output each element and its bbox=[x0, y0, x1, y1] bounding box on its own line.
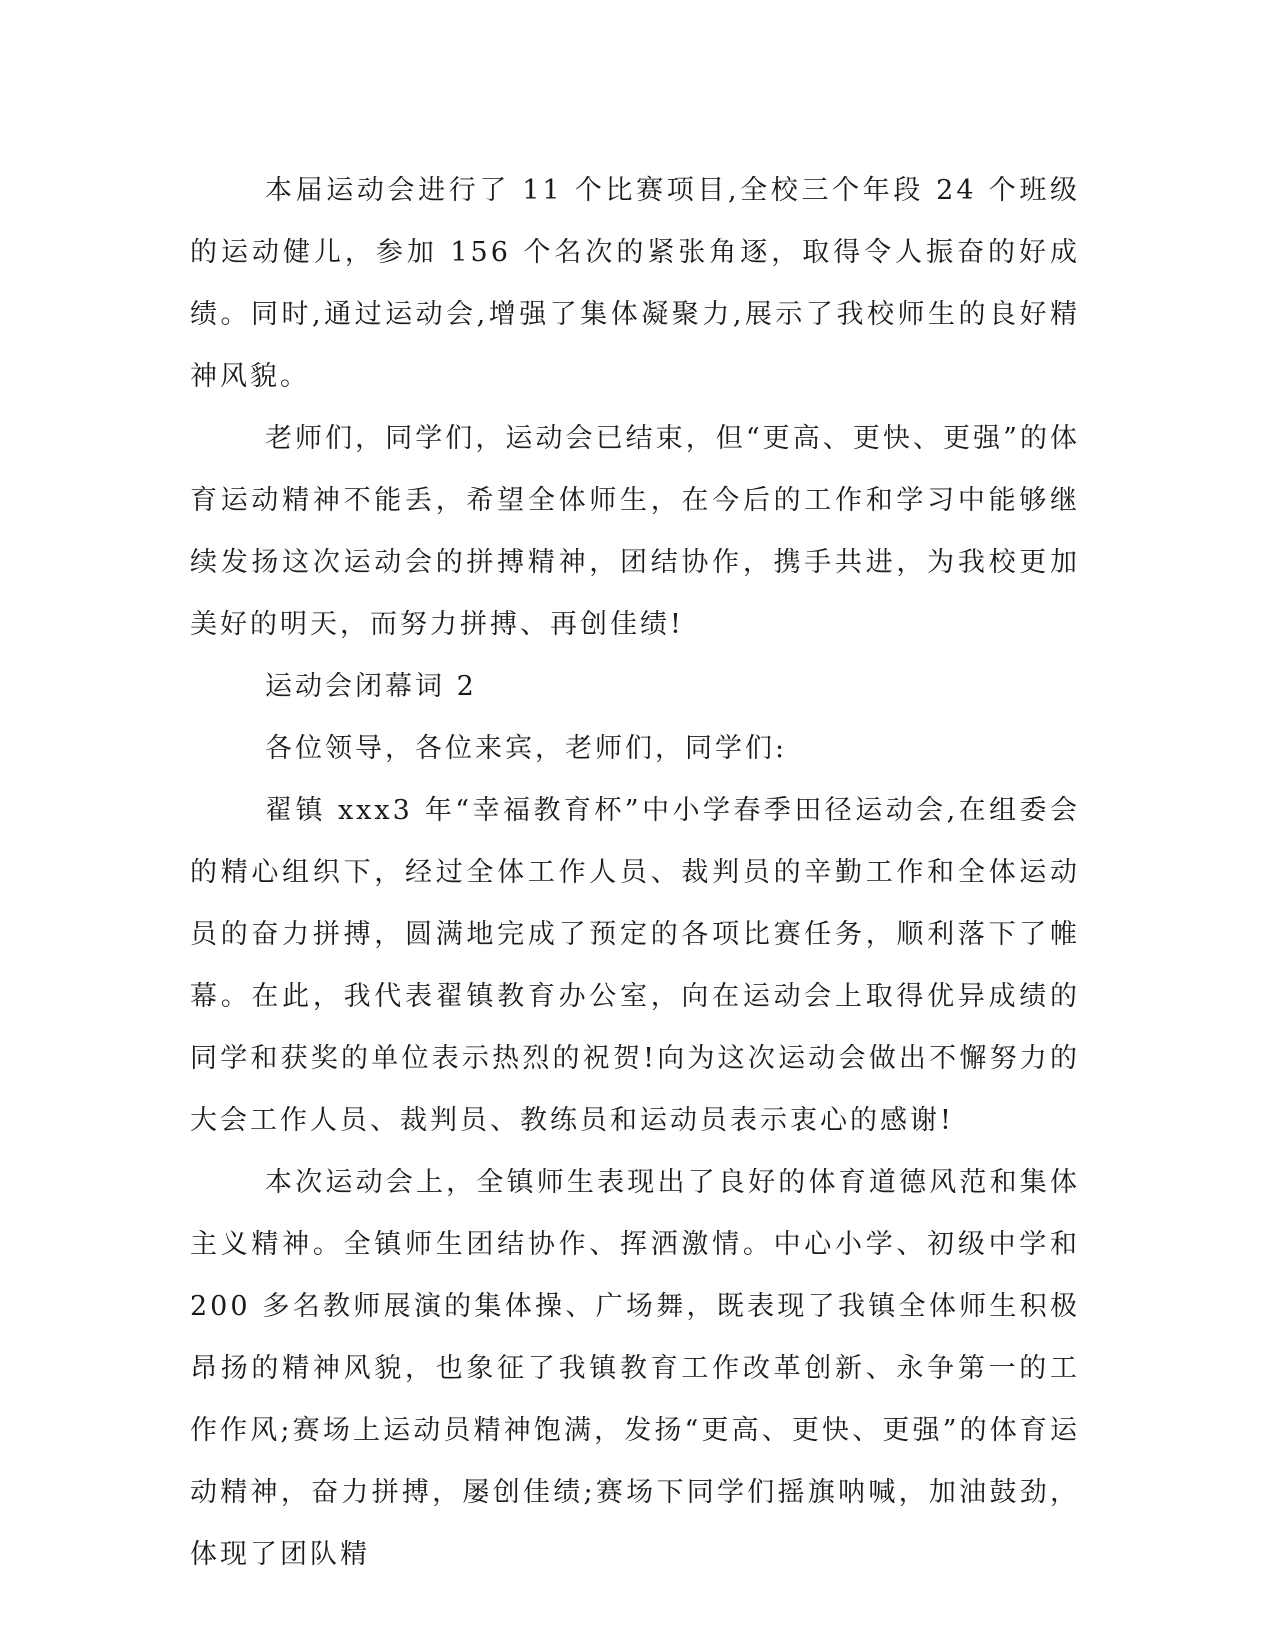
paragraph-1: 本届运动会进行了 11 个比赛项目,全校三个年段 24 个班级的运动健儿，参加 156 个名次的紧张角逐，取得令人振奋的好成绩。同时,通过运动会,增强了集体凝聚力,展示了我校师生的良好精神风貌。 bbox=[190, 175, 1080, 392]
section-title: 运动会闭幕词 2 bbox=[265, 671, 477, 702]
document-page bbox=[190, 160, 1080, 1586]
salutation: 各位领导，各位来宾，老师们，同学们: bbox=[265, 733, 788, 764]
paragraph-4: 本次运动会上，全镇师生表现出了良好的体育道德风范和集体主义精神。全镇师生团结协作、挥洒激情。中心小学、初级中学和 200 多名教师展演的集体操、广场舞，既表现了我镇全体师生积极昂扬的精神风貌，也象征了我镇教育工作改革创新、永争第一的工作作风;赛场上运动员精神饱满，发扬“更高、更快、更强”的体育运动精神，奋力拼搏，屡创佳绩;赛场下同学们摇旗呐喊，加油鼓劲，体现了团队精 bbox=[190, 1167, 1080, 1570]
paragraph-3: 翟镇 xxx3 年“幸福教育杯”中小学春季田径运动会,在组委会的精心组织下，经过全体工作人员、裁判员的辛勤工作和全体运动员的奋力拼搏，圆满地完成了预定的各项比赛任务，顺利落下了帷幕。在此，我代表翟镇教育办公室，向在运动会上取得优异成绩的同学和获奖的单位表示热烈的祝贺!向为这次运动会做出不懈努力的大会工作人员、裁判员、教练员和运动员表示衷心的感谢! bbox=[190, 795, 1080, 1136]
paragraph-2: 老师们，同学们，运动会已结束，但“更高、更快、更强”的体育运动精神不能丢，希望全体师生，在今后的工作和学习中能够继续发扬这次运动会的拼搏精神，团结协作，携手共进，为我校更加美好的明天，而努力拼搏、再创佳绩! bbox=[190, 423, 1080, 640]
